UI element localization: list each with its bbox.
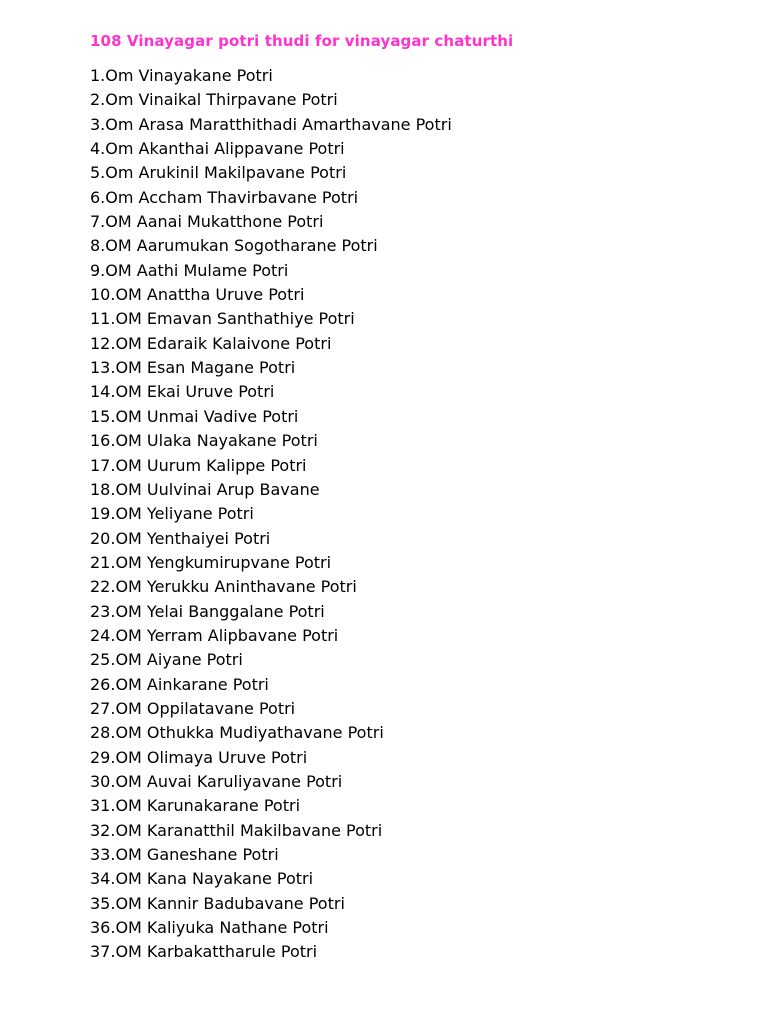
list-item: 2.Om Vinaikal Thirpavane Potri xyxy=(90,90,338,110)
list-item: 24.OM Yerram Alipbavane Potri xyxy=(90,625,339,645)
list-item: 6.Om Accham Thavirbavane Potri xyxy=(90,187,359,207)
list-item: 11.OM Emavan Santhathiye Potri xyxy=(90,309,355,329)
list-item: 21.OM Yengkumirupvane Potri xyxy=(90,552,332,572)
list-item: 12.OM Edaraik Kalaivone Potri xyxy=(90,333,332,353)
list-item: 27.OM Oppilatavane Potri xyxy=(90,698,296,718)
list-item: 26.OM Ainkarane Potri xyxy=(90,674,269,694)
list-item: 31.OM Karunakarane Potri xyxy=(90,796,301,816)
list-item: 34.OM Kana Nayakane Potri xyxy=(90,869,314,889)
list-item: 13.OM Esan Magane Potri xyxy=(90,358,296,378)
list-item: 18.OM Uulvinai Arup Bavane xyxy=(90,479,320,499)
list-item: 19.OM Yeliyane Potri xyxy=(90,504,254,524)
list-item: 22.OM Yerukku Aninthavane Potri xyxy=(90,577,357,597)
list-item: 1.Om Vinayakane Potri xyxy=(90,66,273,85)
list-item: 17.OM Uurum Kalippe Potri xyxy=(90,455,307,475)
list-item: 36.OM Kaliyuka Nathane Potri xyxy=(90,918,329,938)
list-item: 3.Om Arasa Maratthithadi Amarthavane Potri xyxy=(90,114,452,134)
list-item: 15.OM Unmai Vadive Potri xyxy=(90,406,299,426)
list-item: 37.OM Karbakattharule Potri xyxy=(90,942,318,962)
list-item: 25.OM Aiyane Potri xyxy=(90,650,243,670)
list-item: 33.OM Ganeshane Potri xyxy=(90,845,279,864)
list-item: 16.OM Ulaka Nayakane Potri xyxy=(90,431,318,451)
list-item: 23.OM Yelai Banggalane Potri xyxy=(90,601,325,621)
potri-list xyxy=(90,64,452,965)
list-item: 14.OM Ekai Uruve Potri xyxy=(90,382,275,402)
list-item: 9.OM Aathi Mulame Potri xyxy=(90,260,289,280)
list-item: 8.OM Aarumukan Sogotharane Potri xyxy=(90,236,378,256)
list-item: 32.OM Karanatthil Makilbavane Potri xyxy=(90,820,383,840)
list-item: 28.OM Othukka Mudiyathavane Potri xyxy=(90,723,384,743)
list-item: 5.Om Arukinil Makilpavane Potri xyxy=(90,163,347,183)
list-item: 30.OM Auvai Karuliyavane Potri xyxy=(90,771,343,791)
list-item: 4.Om Akanthai Alippavane Potri xyxy=(90,139,345,159)
list-item: 29.OM Olimaya Uruve Potri xyxy=(90,747,308,767)
document-title: 108 Vinayagar potri thudi for vinayagar chaturthi xyxy=(90,32,514,50)
list-item: 10.OM Anattha Uruve Potri xyxy=(90,285,305,305)
list-item: 35.OM Kannir Badubavane Potri xyxy=(90,893,345,913)
list-item: 20.OM Yenthaiyei Potri xyxy=(90,528,271,548)
list-item: 7.OM Aanai Mukatthone Potri xyxy=(90,212,324,232)
